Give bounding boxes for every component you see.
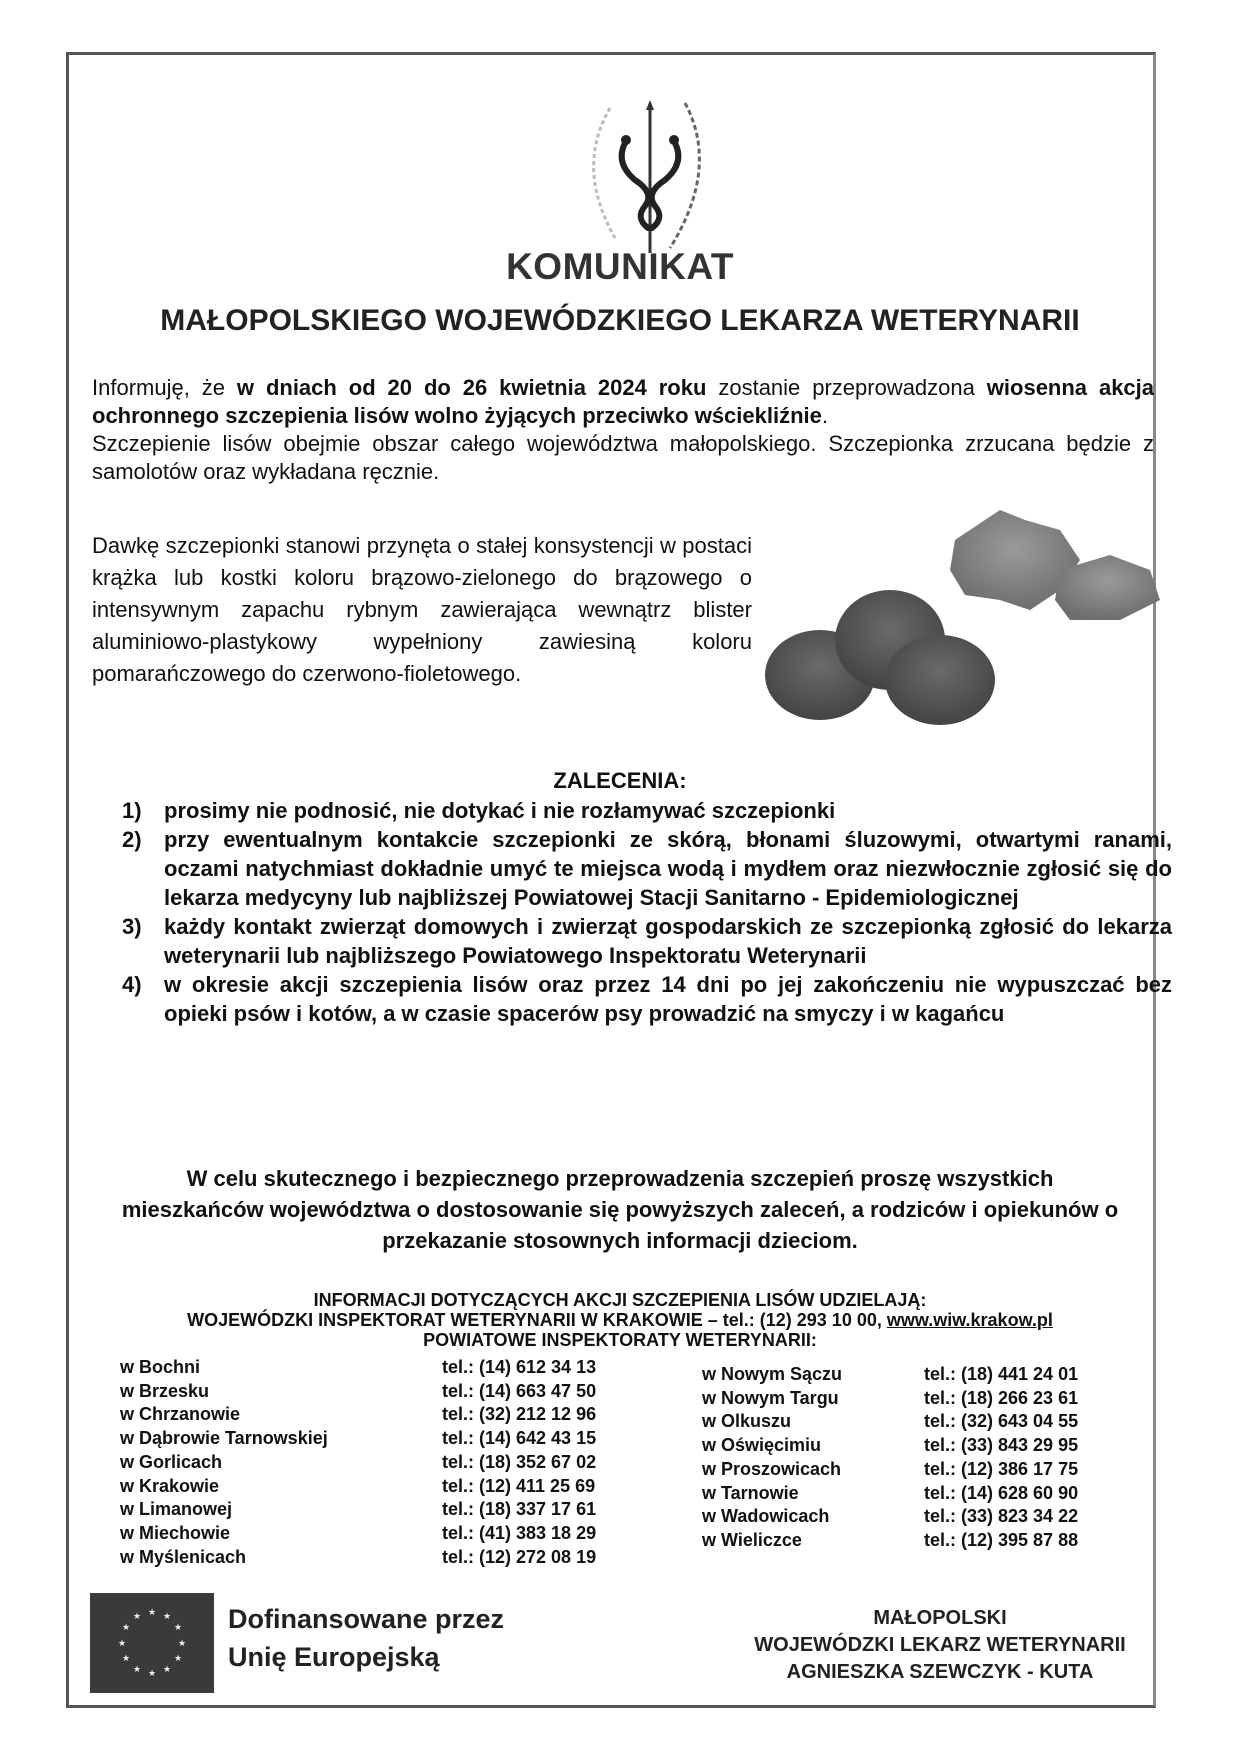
contact-row [120, 1546, 640, 1570]
contact-row [120, 1403, 640, 1427]
phone-number: tel.: (32) 643 04 55 [924, 1411, 1079, 1432]
intro-text: Informuję, że [92, 375, 237, 400]
city-name: w Myślenicach [120, 1546, 247, 1567]
vaccine-bait-photo [760, 500, 1180, 730]
contact-row [702, 1410, 1162, 1434]
contact-row [120, 1356, 640, 1380]
city-name: w Olkuszu [702, 1411, 792, 1432]
city-name: w Oświęcimiu [702, 1435, 822, 1456]
vaccine-description: Dawkę szczepionki stanowi przynęta o stałej konsystencji w postaci krążka lub kostki koloru brązowo-zielonego do brązowego o intensywnym zapachu rybnym zawierająca wewnątrz blister aluminiowo-plastykowy wypełniony zawiesiną koloru pomarańczowego do czerwono-fioletowego. [92, 533, 752, 686]
city-name: w Brzesku [120, 1380, 210, 1401]
svg-text:★: ★ [121, 1654, 131, 1664]
phone-number: tel.: (12) 272 08 19 [442, 1546, 597, 1567]
caduceus-emblem-icon [570, 88, 730, 263]
city-name: w Bochni [120, 1357, 200, 1377]
svg-text:★: ★ [132, 1612, 142, 1622]
eu-funding-text [228, 1600, 504, 1676]
phone-number: tel.: (18) 337 17 61 [442, 1499, 597, 1520]
phone-number: tel.: (32) 212 12 96 [442, 1404, 597, 1425]
intro-campaign: wiosenna akcja ochronnego szczepienia lisów wolno żyjących przeciwko wściekliźnie [92, 375, 1155, 428]
city-name: w Proszowicach [702, 1458, 842, 1479]
svg-text:★: ★ [162, 1665, 172, 1675]
phone-number: tel.: (14) 628 60 90 [924, 1482, 1079, 1503]
svg-text:★: ★ [117, 1639, 127, 1649]
intro-text: zostanie przeprowadzona [706, 375, 987, 400]
city-name: w Krakowie [120, 1475, 220, 1496]
eu-line1: Dofinansowane przez [228, 1604, 505, 1634]
eu-flag-icon [90, 1593, 214, 1693]
eu-line2: Unię Europejską [228, 1642, 440, 1672]
city-name: w Nowym Sączu [702, 1364, 843, 1384]
svg-text:★: ★ [162, 1612, 172, 1622]
recommendations-list [122, 796, 1172, 1028]
phone-number: tel.: (41) 383 18 29 [442, 1522, 597, 1543]
recommendation-item [122, 970, 1172, 1028]
recommendation-item [122, 912, 1172, 970]
city-name: w Wieliczce [702, 1529, 802, 1550]
wiw-contact: WOJEWÓDZKI INSPEKTORAT WETERYNARII W KRAKOWIE – tel.: (12) 293 10 00, [187, 1310, 887, 1330]
phone-number: tel.: (33) 843 29 95 [924, 1435, 1079, 1456]
signature-block [680, 1605, 1200, 1686]
item-number: 1) [122, 798, 142, 823]
city-name: w Miechowie [120, 1522, 231, 1543]
city-name: w Chrzanowie [120, 1404, 241, 1425]
contact-row [702, 1434, 1162, 1458]
signature-name: AGNIESZKA SZEWCZYK - KUTA [786, 1661, 1094, 1683]
page-title: KOMUNIKAT [506, 246, 734, 287]
phone-number: tel.: (18) 352 67 02 [442, 1451, 597, 1472]
contact-row [120, 1451, 640, 1475]
city-name: w Wadowicach [702, 1506, 830, 1527]
recommendations-title: ZALECENIA: [553, 768, 687, 793]
contact-row [702, 1529, 1162, 1553]
svg-text:★: ★ [147, 1608, 157, 1618]
page-subtitle: MAŁOPOLSKIEGO WOJEWÓDZKIEGO LEKARZA WETERYNARII [160, 304, 1080, 337]
svg-text:★: ★ [173, 1623, 183, 1633]
phone-number: tel.: (33) 823 34 22 [924, 1506, 1079, 1527]
phone-number: tel.: (12) 411 25 69 [442, 1475, 596, 1496]
signature-line2: WOJEWÓDZKI LEKARZ WETERYNARII [754, 1634, 1126, 1656]
item-text: prosimy nie podnosić, nie dotykać i nie rozłamywać szczepionki [164, 798, 836, 823]
city-name: w Dąbrowie Tarnowskiej [120, 1428, 328, 1449]
item-text: przy ewentualnym kontakcie szczepionki ze skórą, błonami śluzowymi, otwartymi ranami, oczami natychmiast dokładnie umyć te miejsca wodą i mydłem oraz niezwłocznie zgłosić się do lekarza medycyny lub najbliższej Powiatowej Stacji Sanitarno - Epidemiologicznej [164, 827, 1172, 910]
item-number: 2) [122, 827, 142, 852]
intro-paragraph [92, 374, 1154, 486]
phone-number: tel.: (12) 395 87 88 [924, 1529, 1079, 1550]
contact-row [702, 1363, 1162, 1387]
item-text: w okresie akcji szczepienia lisów oraz przez 14 dni po jej zakończeniu nie wypuszczać bez opieki psów i kotów, a w czasie spacerów psy prowadzić na smyczy i w kagańcu [164, 972, 1172, 1026]
contact-row [120, 1475, 640, 1499]
wiw-website-link[interactable]: www.wiw.krakow.pl [886, 1310, 1053, 1330]
contact-row [120, 1380, 640, 1404]
city-name: w Limanowej [120, 1499, 233, 1520]
contact-row [702, 1458, 1162, 1482]
contact-row [702, 1387, 1162, 1411]
contact-row [702, 1505, 1162, 1529]
contact-row [702, 1482, 1162, 1506]
svg-text:★: ★ [173, 1654, 183, 1664]
city-name: w Tarnowie [702, 1482, 799, 1503]
signature-line1: MAŁOPOLSKI [873, 1607, 1007, 1629]
svg-text:★: ★ [177, 1639, 187, 1649]
city-name: w Nowym Targu [702, 1387, 839, 1408]
svg-text:★: ★ [147, 1669, 157, 1679]
intro-text: . [821, 403, 829, 428]
item-number: 4) [122, 972, 142, 997]
recommendation-item [122, 825, 1172, 912]
contacts-left-column [120, 1356, 640, 1569]
appeal-paragraph: W celu skutecznego i bezpiecznego przeprowadzenia szczepień proszę wszystkich mieszkańców województwa o dostosowanie się powyższych zaleceń, a rodziców i opiekunów o przekazanie stosownych informacji dzieciom. [121, 1166, 1119, 1253]
svg-text:★: ★ [132, 1665, 142, 1675]
intro-dates: w dniach od 20 do 26 kwietnia 2024 roku [236, 375, 707, 400]
svg-text:★: ★ [121, 1623, 131, 1633]
phone-number: tel.: (12) 386 17 75 [924, 1458, 1079, 1479]
contact-row [120, 1522, 640, 1546]
intro-area-text: Szczepienie lisów obejmie obszar całego województwa małopolskiego. Szczepionka zrzucana będzie z samolotów oraz wykładana ręcznie. [92, 431, 1154, 484]
phone-number: tel.: (14) 612 34 13 [442, 1357, 597, 1377]
phone-number: tel.: (18) 266 23 61 [924, 1387, 1079, 1408]
wiw-contact-line [0, 1310, 1240, 1330]
phone-number: tel.: (18) 441 24 01 [924, 1364, 1079, 1384]
item-number: 3) [122, 914, 142, 939]
contact-row [120, 1498, 640, 1522]
item-text: każdy kontakt zwierząt domowych i zwierząt gospodarskich ze szczepionką zgłosić do lekarza weterynarii lub najbliższego Powiatowego Inspektoratu Weterynarii [164, 914, 1172, 968]
contacts-right-column [702, 1363, 1162, 1553]
phone-number: tel.: (14) 663 47 50 [442, 1380, 597, 1401]
city-name: w Gorlicach [120, 1451, 223, 1472]
contact-row [120, 1427, 640, 1451]
info-title: INFORMACJI DOTYCZĄCYCH AKCJI SZCZEPIENIA LISÓW UDZIELAJĄ: [313, 1290, 927, 1310]
recommendation-item [122, 796, 1172, 825]
info-header [0, 1290, 1240, 1350]
phone-number: tel.: (14) 642 43 15 [442, 1428, 597, 1449]
county-inspectorates-title: POWIATOWE INSPEKTORATY WETERYNARII: [423, 1330, 817, 1350]
